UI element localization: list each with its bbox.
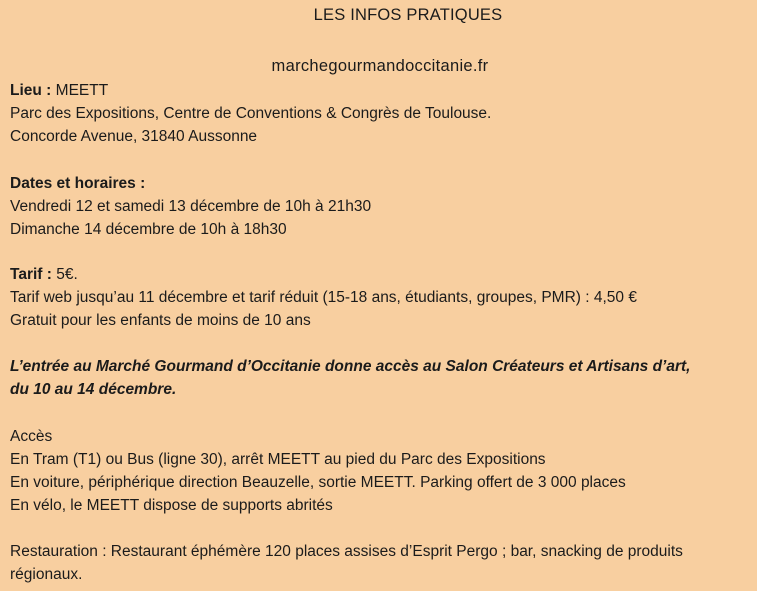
note-line-1: L’entrée au Marché Gourmand d’Occitanie donne accès au Salon Créateurs et Artisans d’art, — [10, 358, 691, 375]
dates-line-1: Vendredi 12 et samedi 13 décembre de 10h à 21h30 — [10, 198, 372, 215]
lieu-line-1: Parc des Expositions, Centre de Conventions & Congrès de Toulouse. — [10, 105, 492, 122]
acces-line-1: En Tram (T1) ou Bus (ligne 30), arrêt MEETT au pied du Parc des Expositions — [10, 451, 546, 468]
tarif-label: Tarif : — [10, 266, 52, 283]
restauration-text: Restauration : Restaurant éphémère 120 places assises d’Esprit Pergo ; bar, snacking de produits régionaux. — [10, 543, 683, 583]
dates-label: Dates et horaires : — [10, 175, 146, 192]
acces-line-2: En voiture, périphérique direction Beauzelle, sortie MEETT. Parking offert de 3 000 places — [10, 474, 626, 491]
acces-label: Accès — [10, 428, 53, 445]
dates-line-2: Dimanche 14 décembre de 10h à 18h30 — [10, 221, 287, 238]
tarif-line-1: Tarif web jusqu’au 11 décembre et tarif réduit (15-18 ans, étudiants, groupes, PMR) : 4,50 € — [10, 289, 637, 306]
dates-section — [10, 172, 747, 241]
acces-section — [10, 425, 747, 517]
tarif-line-2: Gratuit pour les enfants de moins de 10 ans — [10, 312, 311, 329]
tarif-section — [10, 263, 747, 332]
salon-note — [10, 355, 747, 401]
lieu-label: Lieu : — [10, 82, 52, 99]
website-link[interactable]: marchegourmandoccitanie.fr — [271, 57, 489, 75]
lieu-line-2: Concorde Avenue, 31840 Aussonne — [10, 128, 258, 145]
lieu-value: MEETT — [55, 82, 109, 99]
note-line-2: du 10 au 14 décembre. — [10, 381, 177, 398]
lieu-section — [10, 79, 747, 148]
page-title: LES INFOS PRATIQUES — [313, 6, 503, 24]
acces-line-3: En vélo, le MEETT dispose de supports abrités — [10, 497, 333, 514]
tarif-value: 5€. — [56, 266, 78, 283]
